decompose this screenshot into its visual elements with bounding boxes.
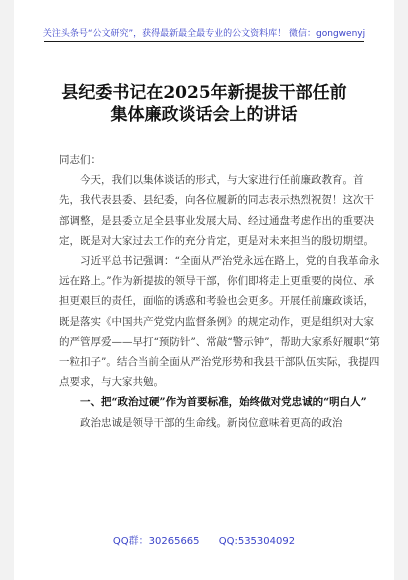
section-heading-1: 一、把“政治过硬”作为首要标准，始终做对党忠诚的“明白人” <box>80 396 367 409</box>
footer-qq: QQ:535304092 <box>218 536 296 547</box>
title-line-2: 集体廉政谈话会上的讲话 <box>110 105 298 125</box>
document-title <box>34 82 374 126</box>
document-page <box>14 0 394 580</box>
paragraph-3: 政治忠诚是领导干部的生命线。新岗位意味着更高的政治 <box>80 416 343 429</box>
salutation: 同志们： <box>59 154 101 166</box>
footer-contact <box>14 532 394 547</box>
header-banner: 关注头条号“公文研究”，获得最新最全最专业的公文资料库！ 微信：gongwenyj <box>42 29 366 39</box>
footer-qq-group: QQ群：30265665 <box>112 536 200 547</box>
title-line-1: 县纪委书记在2025年新提拔干部任前 <box>61 83 347 103</box>
paragraph-2: 习近平总书记强调：“全面从严治党永远在路上，党的自我革命永远在路上。”作为新提拔的领导干部，你们即将走上更重要的岗位、承担更艰巨的责任，面临的诱惑和考验也会更多。开展任前廉政谈话，既是落实《中国共产党党内监督条例》的规定动作，更是组织对大家的严管厚爱——早打“预防针”、常敲“警示钟”，帮助大家系好履职“第一粒扣子”。结合当前全面从严治党形势和我县干部队伍实际，我提四点要求，与大家共勉。 <box>59 255 380 389</box>
document-body <box>59 150 381 433</box>
paragraph-1: 今天，我们以集体谈话的形式，与大家进行任前廉政教育。首先，我代表县委、县纪委，向各位履新的同志表示热烈祝贺！这次干部调整，是县委立足全县事业发展大局、经过通盘考虑作出的重要决定，既是对大家过去工作的充分肯定，更是对未来担当的殷切期望。 <box>59 174 374 247</box>
header-divider <box>44 41 364 42</box>
